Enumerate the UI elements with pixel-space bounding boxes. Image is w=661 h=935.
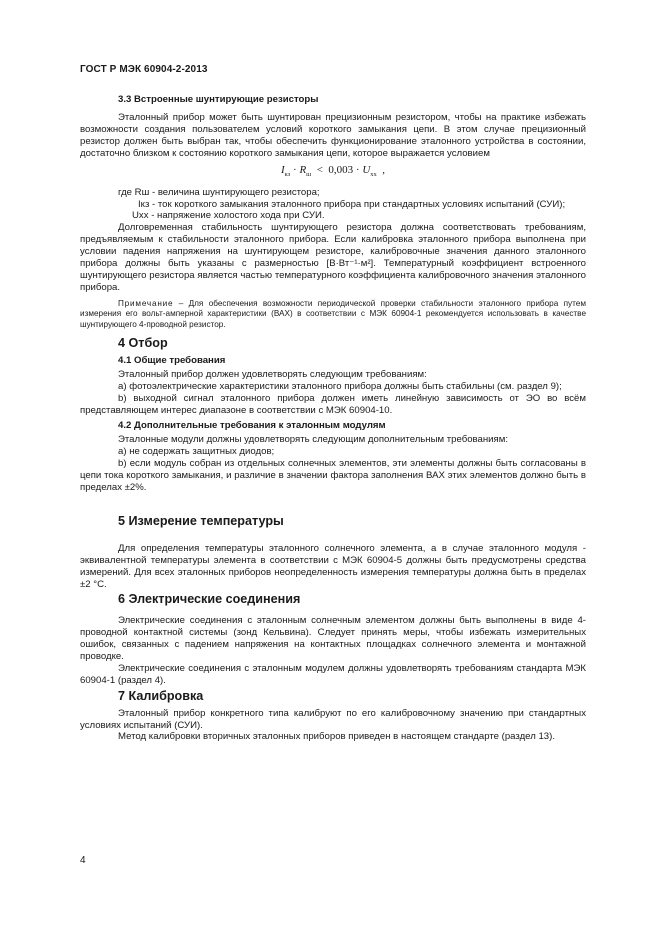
page-number: 4 [80,855,86,866]
where-shunt-resistance: где Rш - величина шунтирующего резистора; [118,186,320,198]
note-label: Примечание [118,298,174,308]
section-4-1-intro: Эталонный прибор должен удовлетворять следующим требованиям: [118,368,427,380]
section-3-3-title: 3.3 Встроенные шунтирующие резисторы [118,94,319,105]
standard-header: ГОСТ Р МЭК 60904-2-2013 [80,64,208,75]
section-7-paragraph-2: Метод калибровки вторичных эталонных приборов приведен в настоящем стандарте (раздел 13). [118,731,555,743]
section-4-1-title: 4.1 Общие требования [118,354,226,366]
shunt-condition-formula: $I_{кз} \cdot R_ш < 0,003 \cdot U_{хх}$ , [280,163,386,178]
section-4-2-item-b: b) если модуль собран из отдельных солнечных элементов, эти элементы должны быть согласованы в цепи тока короткого замыкания, и различие в значении фактора заполнения ВАХ этих элементов должно быть в пределах ±2%. [80,458,586,493]
section-6-paragraph-2: Электрические соединения с эталонным модулем должны удовлетворять требованиям стандарта МЭК 60904-1 (раздел 4). [80,662,586,686]
section-5-title: 5 Измерение температуры [118,513,284,528]
section-7-title: 7 Калибровка [118,688,204,703]
section-5-paragraph-1: Для определения температуры эталонного солнечного элемента, а в случае эталонного модуля - эквивалентной температуры элемента в соответствии с МЭК 60904-5 должны быть предусмотрены средства измерений. Для всех эталонных приборов неопределенность измерения температуры должна быть в пределах ±2 °С. [80,542,586,590]
section-4-title: 4 Отбор [118,336,168,350]
section-6-title: 6 Электрические соединения [118,592,301,607]
note-text: – Для обеспечения возможности периодической проверки стабильности эталонного прибора путем измерения его вольт-амперной характеристики (ВАХ) в соответствии с МЭК 60904-1 рекомендуется использовать в качестве шунтирующего 4-проводной резистор. [80,298,586,329]
section-3-3-paragraph-1: Эталонный прибор может быть шунтирован прецизионным резистором, чтобы на практике избежать возможности создания пользователем условий короткого замыкания цепи. В этом случае прецизионный резистор должен быть выбран так, чтобы обеспечить функционирование эталонного устройства в состоянии, достаточно близком к состоянию короткого замыкания цепи, которое выражается условием [80,111,586,159]
section-4-1-item-a: а) фотоэлектрические характеристики эталонного прибора должны быть стабильны (см. раздел 9); [118,380,562,392]
where-open-circuit-voltage: Uхх - напряжение холостого хода при СУИ. [132,210,325,222]
section-4-1-item-b: b) выходной сигнал эталонного прибора должен иметь линейную зависимость от ЭО во всём представляющем интерес диапазоне в соответствии с МЭК 60904-10. [80,392,586,416]
page-content [80,94,586,743]
section-3-3-paragraph-2: Долговременная стабильность шунтирующего резистора должна соответствовать требованиям, предъявляемым к стабильности эталонного прибора. Если калибровка эталонного прибора выполнена при условии падения напряжения на шунтирующем резисторе, калибровочные значения данного эталонного прибора должны быть указаны с размерностью [В·Вт⁻¹·м²]. Температурный коэффициент встроенного шунтирующего резистора является частью температурного коэффициента калибровочного значения эталонного прибора. [80,222,586,293]
section-6-paragraph-1: Электрические соединения с эталонным солнечным элементом должны быть выполнены в виде 4-проводной контактной системы (зонд Кельвина). Следует принять меры, чтобы избежать измерительных ошибок, связанных с падением напряжения на контактных площадках солнечного элемента и монтажной проводке. [80,615,586,663]
section-7-paragraph-1: Эталонный прибор конкретного типа калибруют по его калибровочному значению при стандартных условиях испытаний (СУИ). [80,707,586,731]
section-4-2-item-a: а) не содержать защитных диодов; [118,446,275,458]
section-4-2-title: 4.2 Дополнительные требования к эталонным модулям [118,420,386,432]
section-4-2-intro: Эталонные модули должны удовлетворять следующим дополнительным требованиям: [118,434,508,446]
where-short-circuit-current: Iкз - ток короткого замыкания эталонного прибора при стандартных условиях испытаний (СУИ); [138,198,566,210]
note [80,299,586,330]
